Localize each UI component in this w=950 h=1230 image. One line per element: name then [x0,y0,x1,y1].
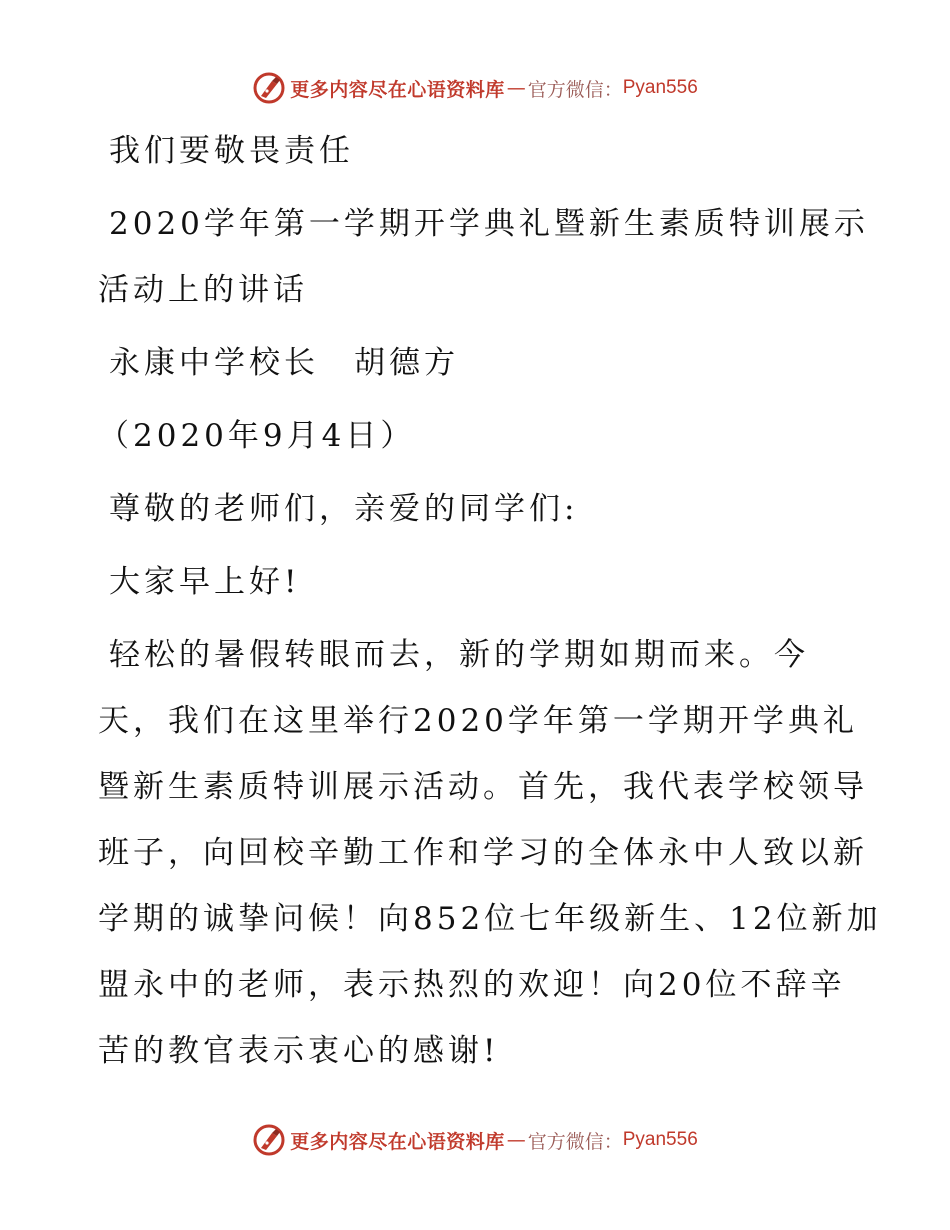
watermark-wechat-id: Pyan556 [622,1129,698,1150]
watermark-text: 更多内容尽在心语资料库 [290,1130,505,1153]
paragraph-line: 学期的诚挚问候！向852位七年级新生、12位新加 [98,901,882,937]
watermark-separator: — [506,77,526,99]
paragraph-line: 轻松的暑假转眼而去，新的学期如期而来。今 [109,637,809,673]
document-title: 我们要敬畏责任 [109,133,354,169]
watermark-wechat-label: 官方微信： [527,1130,623,1153]
pen-nib-logo-icon [252,1123,286,1157]
paragraph-line: 班子，向回校辛勤工作和学习的全体永中人致以新 [98,835,868,871]
paragraph-line: 暨新生素质特训展示活动。首先，我代表学校领导 [98,769,868,805]
watermark-wechat-id: Pyan556 [622,77,698,98]
header-watermark-banner [0,68,950,108]
footer-watermark-banner [0,1120,950,1160]
watermark-text: 更多内容尽在心语资料库 [290,78,505,101]
salutation: 尊敬的老师们，亲爱的同学们: [109,491,579,527]
speech-date: （2020年9月4日） [98,418,416,454]
paragraph-line: 天，我们在这里举行2020学年第一学期开学典礼 [98,703,858,739]
greeting: 大家早上好! [109,564,301,600]
speaker-line: 永康中学校长 胡德方 [109,345,459,381]
speech-paragraph [98,622,882,1084]
paragraph-line: 苦的教官表示衷心的感谢! [98,1033,500,1069]
paragraph-line: 盟永中的老师，表示热烈的欢迎！向20位不辞辛 [98,967,846,1003]
watermark-separator: — [506,1129,526,1151]
document-subtitle-line-2: 活动上的讲话 [98,272,308,308]
document-body [98,118,882,1084]
watermark-wechat-label: 官方微信： [527,78,623,101]
document-subtitle-line-1: 2020学年第一学期开学典礼暨新生素质特训展示 [109,206,869,242]
pen-nib-logo-icon [252,71,286,105]
